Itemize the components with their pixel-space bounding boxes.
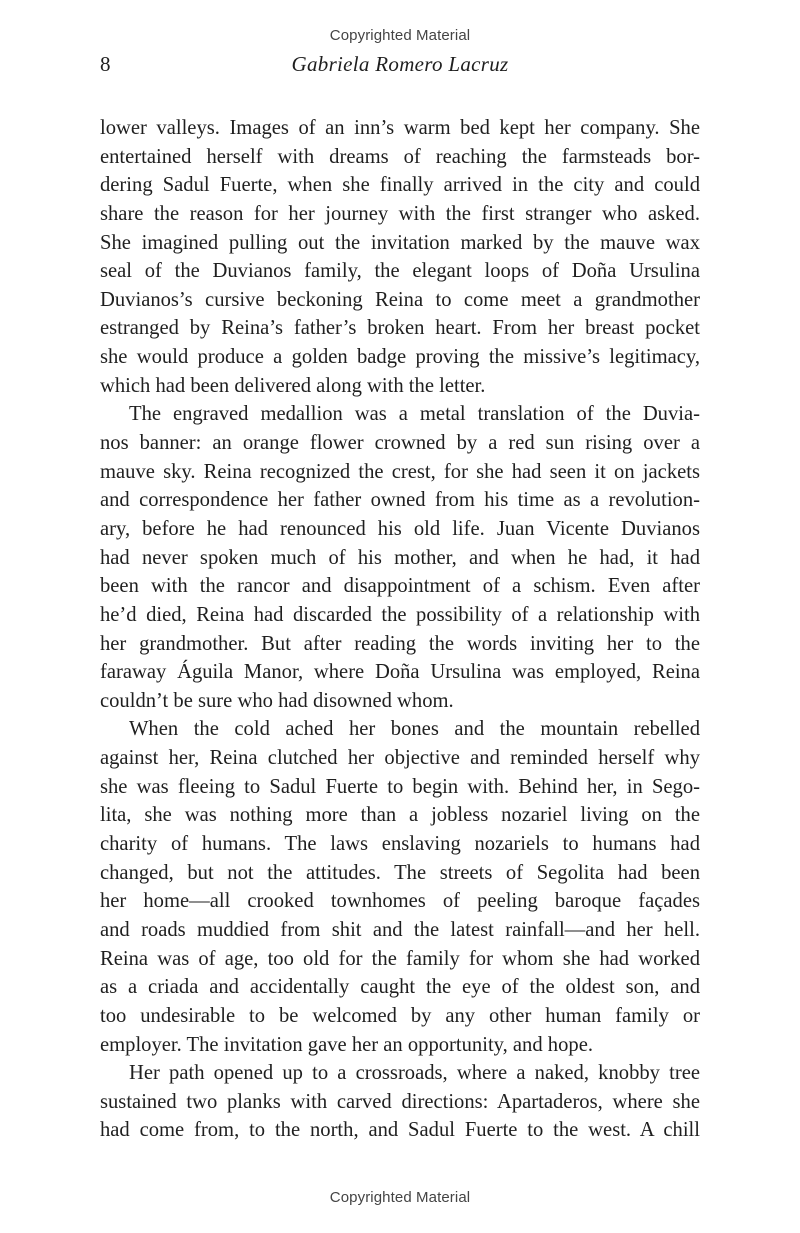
text-line: she would produce a golden badge proving the missive’s legitimacy, (100, 346, 700, 369)
text-line: charity of humans. The laws enslaving nozariels to humans had (100, 833, 700, 856)
text-line: he’d died, Reina had discarded the possibility of a relationship with (100, 603, 700, 626)
paragraph (100, 400, 700, 715)
text-line: against her, Reina clutched her objective and reminded herself why (100, 747, 700, 770)
running-head (100, 52, 700, 82)
page-number: 8 (100, 52, 111, 76)
text-line: employer. The invitation gave her an opportunity, and hope. (100, 1033, 593, 1056)
paragraph (100, 114, 700, 400)
text-line: her grandmother. But after reading the words inviting her to the (100, 632, 700, 655)
text-line: estranged by Reina’s father’s broken heart. From her breast pocket (100, 317, 700, 340)
text-line: ary, before he had renounced his old life. Juan Vicente Duvianos (100, 517, 700, 540)
text-line: faraway Águila Manor, where Doña Ursulina was employed, Reina (100, 661, 700, 684)
copyright-watermark-top: Copyrighted Material (329, 27, 471, 44)
text-line: as a criada and accidentally caught the eye of the oldest son, and (100, 976, 700, 999)
text-line: dering Sadul Fuerte, when she finally arrived in the city and could (100, 174, 700, 197)
text-line: her home—all crooked townhomes of peeling baroque façades (100, 890, 700, 913)
text-line: entertained herself with dreams of reaching the farmsteads bor- (100, 145, 700, 168)
running-head-author: Gabriela Romero Lacruz (291, 52, 509, 76)
text-line: couldn’t be sure who had disowned whom. (100, 689, 454, 712)
text-line: Reina was of age, too old for the family for whom she had worked (100, 947, 700, 970)
text-line: nos banner: an orange flower crowned by a red sun rising over a (100, 432, 700, 455)
text-line: had never spoken much of his mother, and when he had, it had (100, 546, 700, 569)
text-line: which had been delivered along with the letter. (100, 374, 486, 397)
text-line: too undesirable to be welcomed by any other human family or (100, 1004, 700, 1027)
text-line: share the reason for her journey with the first stranger who asked. (100, 202, 700, 225)
text-line: lower valleys. Images of an inn’s warm bed kept her company. She (100, 117, 700, 139)
paragraph (100, 715, 700, 1059)
text-line: The engraved medallion was a metal translation of the Duvia- (129, 403, 700, 426)
text-line: Her path opened up to a crossroads, where a naked, knobby tree (129, 1062, 700, 1085)
text-line: and correspondence her father owned from his time as a revolution- (100, 489, 700, 512)
paragraph (100, 1059, 700, 1145)
body-text (100, 114, 700, 1145)
text-line: sustained two planks with carved directions: Apartaderos, where she (100, 1090, 700, 1113)
text-line: Duvianos’s cursive beckoning Reina to come meet a grandmother (100, 288, 700, 311)
text-line: seal of the Duvianos family, the elegant loops of Doña Ursulina (100, 260, 700, 283)
copyright-watermark-bottom: Copyrighted Material (329, 1189, 471, 1206)
text-line: been with the rancor and disappointment of a schism. Even after (100, 575, 700, 598)
text-line: had come from, to the north, and Sadul Fuerte to the west. A chill (100, 1119, 700, 1142)
text-line: and roads muddied from shit and the latest rainfall—and her hell. (100, 918, 700, 941)
text-line: mauve sky. Reina recognized the crest, for she had seen it on jackets (100, 460, 700, 483)
text-line: She imagined pulling out the invitation marked by the mauve wax (100, 231, 700, 254)
text-line: When the cold ached her bones and the mountain rebelled (129, 718, 700, 741)
text-line: she was fleeing to Sadul Fuerte to begin with. Behind her, in Sego- (100, 775, 700, 798)
text-line: lita, she was nothing more than a jobless nozariel living on the (100, 804, 700, 827)
text-line: changed, but not the attitudes. The streets of Segolita had been (100, 861, 700, 884)
